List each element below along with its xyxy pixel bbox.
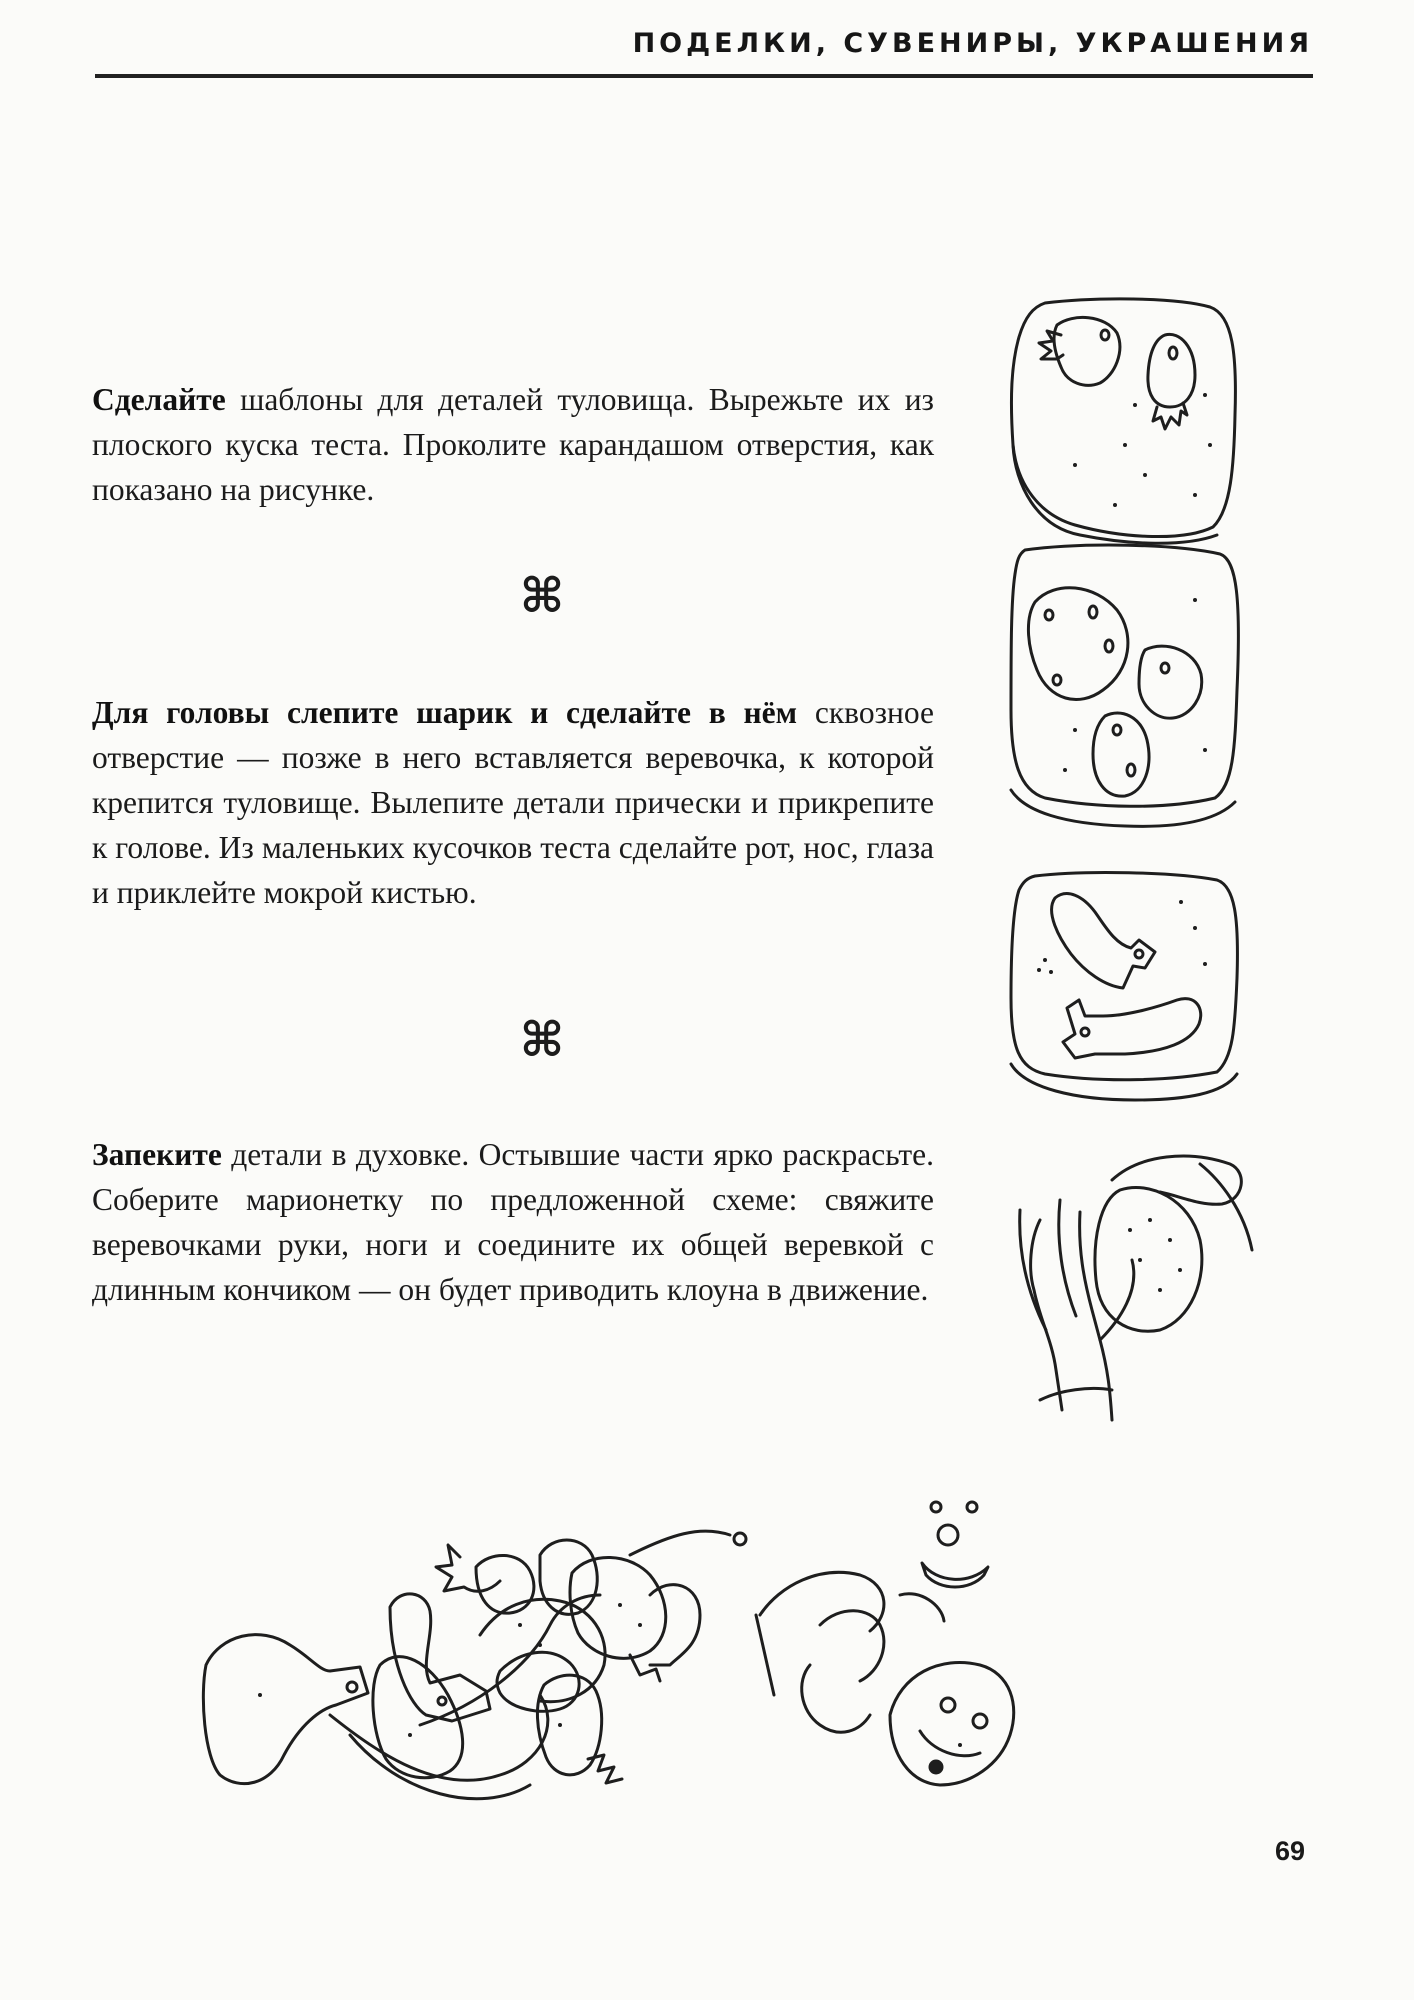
dough-slab-templates-illustration <box>1005 295 1245 555</box>
paragraph-text: шаблоны для деталей туловища. Вырежьте их из плоского куска теста. Проколите карандашом отверстия, как показано на рисунке. <box>92 382 934 507</box>
page-number: 69 <box>1275 1836 1306 1866</box>
header-title: ПОДЕЛКИ, СУВЕНИРЫ, УКРАШЕНИЯ <box>632 28 1313 59</box>
hands-shaping-ball-illustration <box>1000 1140 1260 1430</box>
paragraph-head <box>92 690 934 915</box>
dough-slab-body-illustration <box>1005 540 1245 850</box>
paragraph-lead: Сделайте <box>92 382 226 417</box>
paragraph-lead: Для головы слепите шарик и сделайте в нём <box>92 695 798 730</box>
paragraph-text: детали в духовке. Остывшие части ярко раскрасьте. Соберите марионетку по предложенной схеме: свяжите веревочками руки, ноги и соедините их общей веревкой с длинным кончиком — он будет приводить клоуна в движение. <box>92 1137 934 1307</box>
paragraph-text: сквозное отверстие — позже в него вставляется веревочка, к которой крепится туловище. Вылепите детали прически и прикрепите к голове. Из маленьких кусочков теста сделайте рот, нос, глаза и приклейте мокрой кистью. <box>92 695 934 910</box>
running-header <box>95 28 1313 78</box>
paragraph-lead: Запеките <box>92 1137 222 1172</box>
header-rule <box>95 74 1313 78</box>
puppet-assembly-illustration <box>200 1495 1280 1835</box>
dough-slab-legs-illustration <box>1005 868 1245 1118</box>
section-separator-icon: ⌘ <box>519 568 565 624</box>
paragraph-assembly <box>92 1132 934 1312</box>
paragraph-templates <box>92 377 934 512</box>
section-separator-icon: ⌘ <box>519 1012 565 1068</box>
